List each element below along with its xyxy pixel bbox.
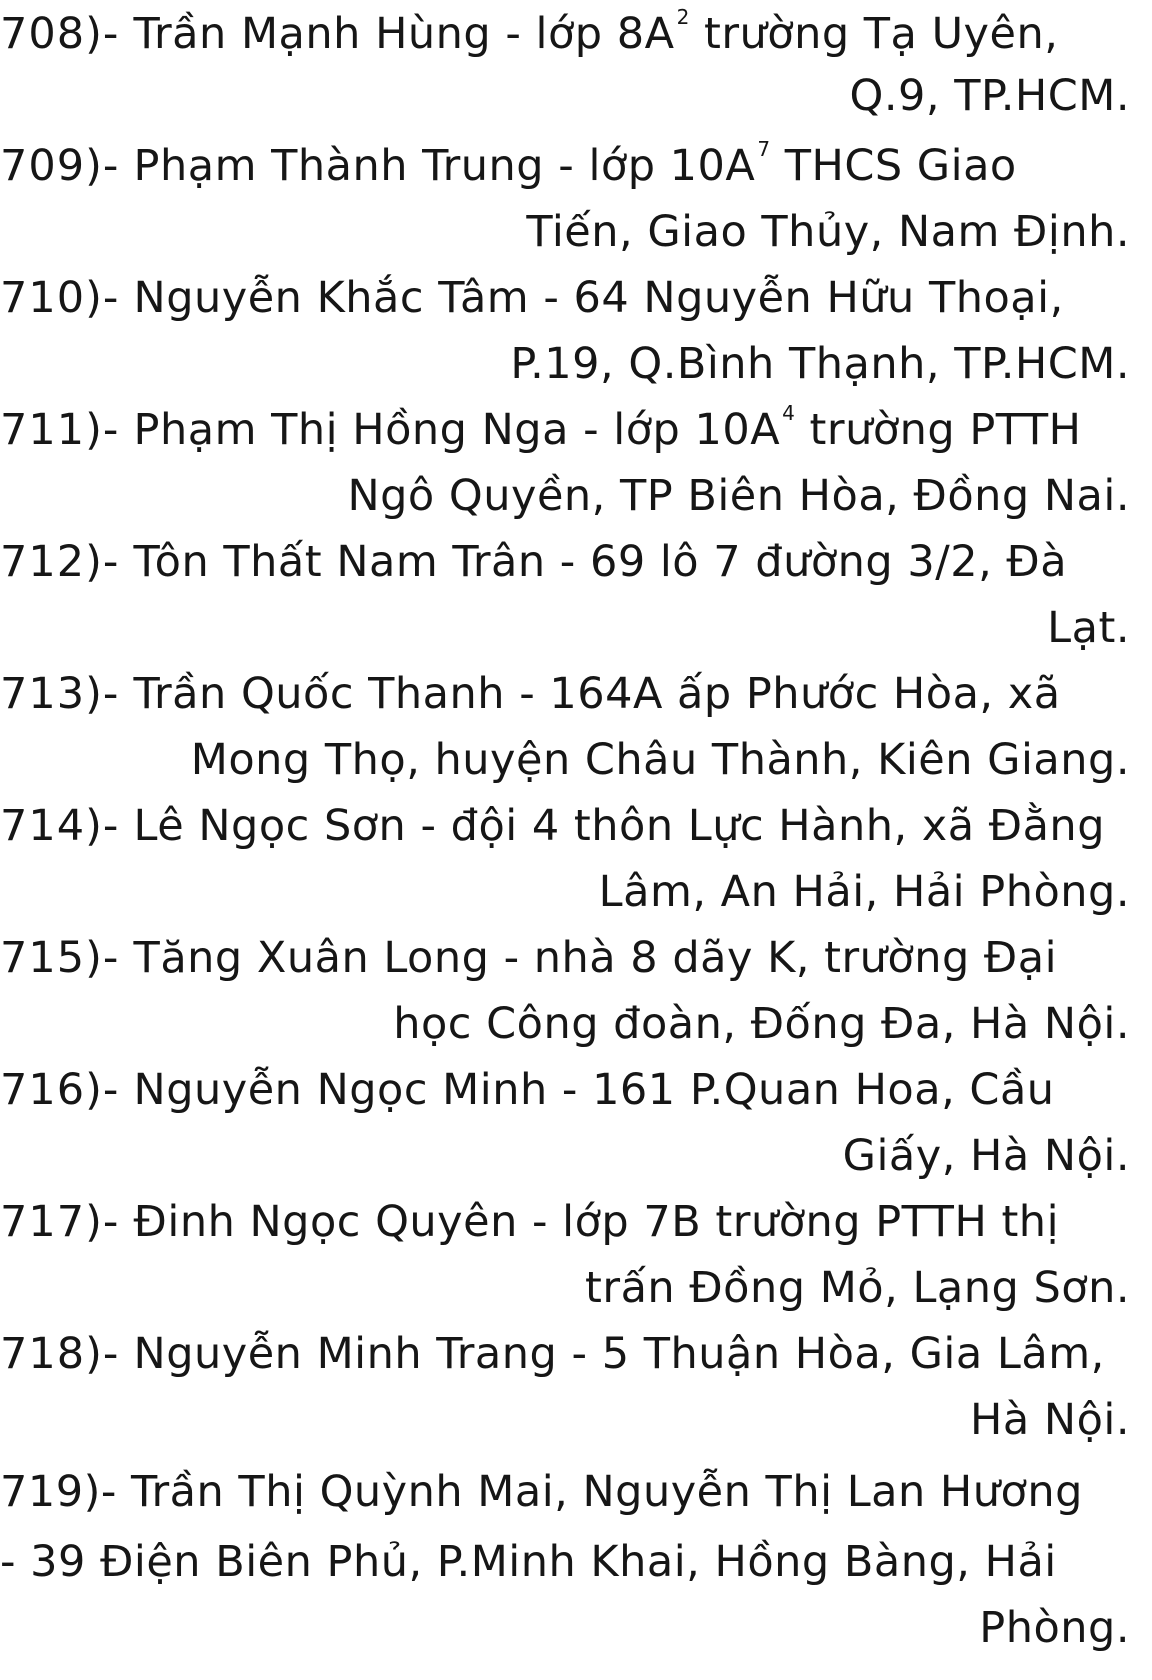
entry-number: 713)- — [0, 669, 120, 719]
entry-name: Đinh Ngọc Quyên — [133, 1197, 518, 1247]
entry-name: Lê Ngọc Sơn — [133, 801, 407, 851]
entry-address: - 5 Thuận Hòa, Gia Lâm, — [557, 1329, 1105, 1379]
entry-719-line2: - 39 Điện Biên Phủ, P.Minh Khai, Hồng Bàng, Hải — [0, 1537, 1057, 1587]
entry-number: 716)- — [0, 1065, 120, 1115]
entry-719-line1: 719)- Trần Thị Quỳnh Mai, Nguyễn Thị Lan Hương — [0, 1467, 1083, 1517]
entry-712-line2: Lạt. — [1047, 603, 1130, 653]
entry-710-line1 — [0, 268, 1064, 328]
entry-address: - 64 Nguyễn Hữu Thoại, — [529, 273, 1064, 323]
entry-address: - lớp 10A — [544, 141, 756, 191]
entry-address: - đội 4 thôn Lực Hành, xã Đằng — [406, 801, 1105, 851]
entry-708-line2: Q.9, TP.HCM. — [849, 71, 1130, 121]
entry-number: 710)- — [0, 273, 120, 323]
entry-address: - 69 lô 7 đường 3/2, Đà — [545, 537, 1068, 587]
entry-number: 709)- — [0, 141, 120, 191]
entry-708-line1 — [0, 4, 1058, 71]
entry-name: Tăng Xuân Long — [133, 933, 490, 983]
entry-717-line2: trấn Đồng Mỏ, Lạng Sơn. — [585, 1263, 1130, 1313]
entry-711-line1 — [0, 400, 1081, 467]
entry-717-line1 — [0, 1192, 1059, 1252]
entry-718-line1 — [0, 1324, 1105, 1384]
entry-name: Nguyễn Minh Trang — [133, 1329, 558, 1379]
entry-number: 717)- — [0, 1197, 120, 1247]
entry-name: Nguyễn Khắc Tâm — [133, 273, 530, 323]
entry-number: 715)- — [0, 933, 120, 983]
entry-address: - lớp 8A — [491, 9, 675, 59]
entry-715-line1 — [0, 928, 1057, 988]
class-superscript: 2 — [676, 5, 690, 29]
entry-713-line2: Mong Thọ, huyện Châu Thành, Kiên Giang. — [190, 735, 1130, 785]
class-superscript: 4 — [782, 401, 796, 425]
entry-709-line1 — [0, 136, 1017, 203]
entry-address: - 164A ấp Phước Hòa, xã — [505, 669, 1061, 719]
entry-address: trường PTTH — [795, 405, 1082, 455]
entry-name: Nguyễn Ngọc Minh — [133, 1065, 548, 1115]
entry-719-line3: Phòng. — [979, 1603, 1130, 1653]
entry-name: Phạm Thành Trung — [133, 141, 545, 191]
class-superscript: 7 — [757, 137, 771, 161]
entry-714-line1 — [0, 796, 1105, 856]
entry-714-line2: Lâm, An Hải, Hải Phòng. — [598, 867, 1130, 917]
entry-address: - nhà 8 dãy K, trường Đại — [489, 933, 1058, 983]
entry-709-line2: Tiến, Giao Thủy, Nam Định. — [526, 207, 1130, 257]
entry-716-line1 — [0, 1060, 1055, 1120]
entry-713-line1 — [0, 664, 1061, 724]
entry-number: 718)- — [0, 1329, 120, 1379]
entry-718-line2: Hà Nội. — [970, 1395, 1130, 1445]
entry-address: - lớp 7B trường PTTH thị — [517, 1197, 1060, 1247]
entry-number: 714)- — [0, 801, 120, 851]
entry-name: Phạm Thị Hồng Nga — [133, 405, 569, 455]
entry-712-line1 — [0, 532, 1067, 592]
entry-number: 711)- — [0, 405, 120, 455]
entry-address: trường Tạ Uyên, — [689, 9, 1059, 59]
entry-number: 712)- — [0, 537, 120, 587]
entry-address: - 161 P.Quan Hoa, Cầu — [547, 1065, 1055, 1115]
entry-710-line2: P.19, Q.Bình Thạnh, TP.HCM. — [510, 339, 1130, 389]
entry-number: 708)- — [0, 9, 120, 59]
entry-address: - lớp 10A — [568, 405, 781, 455]
entry-name: Trần Quốc Thanh — [133, 669, 506, 719]
entry-715-line2: học Công đoàn, Đống Đa, Hà Nội. — [393, 999, 1130, 1049]
entry-711-line2: Ngô Quyền, TP Biên Hòa, Đồng Nai. — [347, 471, 1130, 521]
entry-address: THCS Giao — [770, 141, 1017, 191]
entry-name: Trần Mạnh Hùng — [133, 9, 492, 59]
entry-716-line2: Giấy, Hà Nội. — [842, 1131, 1130, 1181]
entry-name: Tôn Thất Nam Trân — [133, 537, 546, 587]
